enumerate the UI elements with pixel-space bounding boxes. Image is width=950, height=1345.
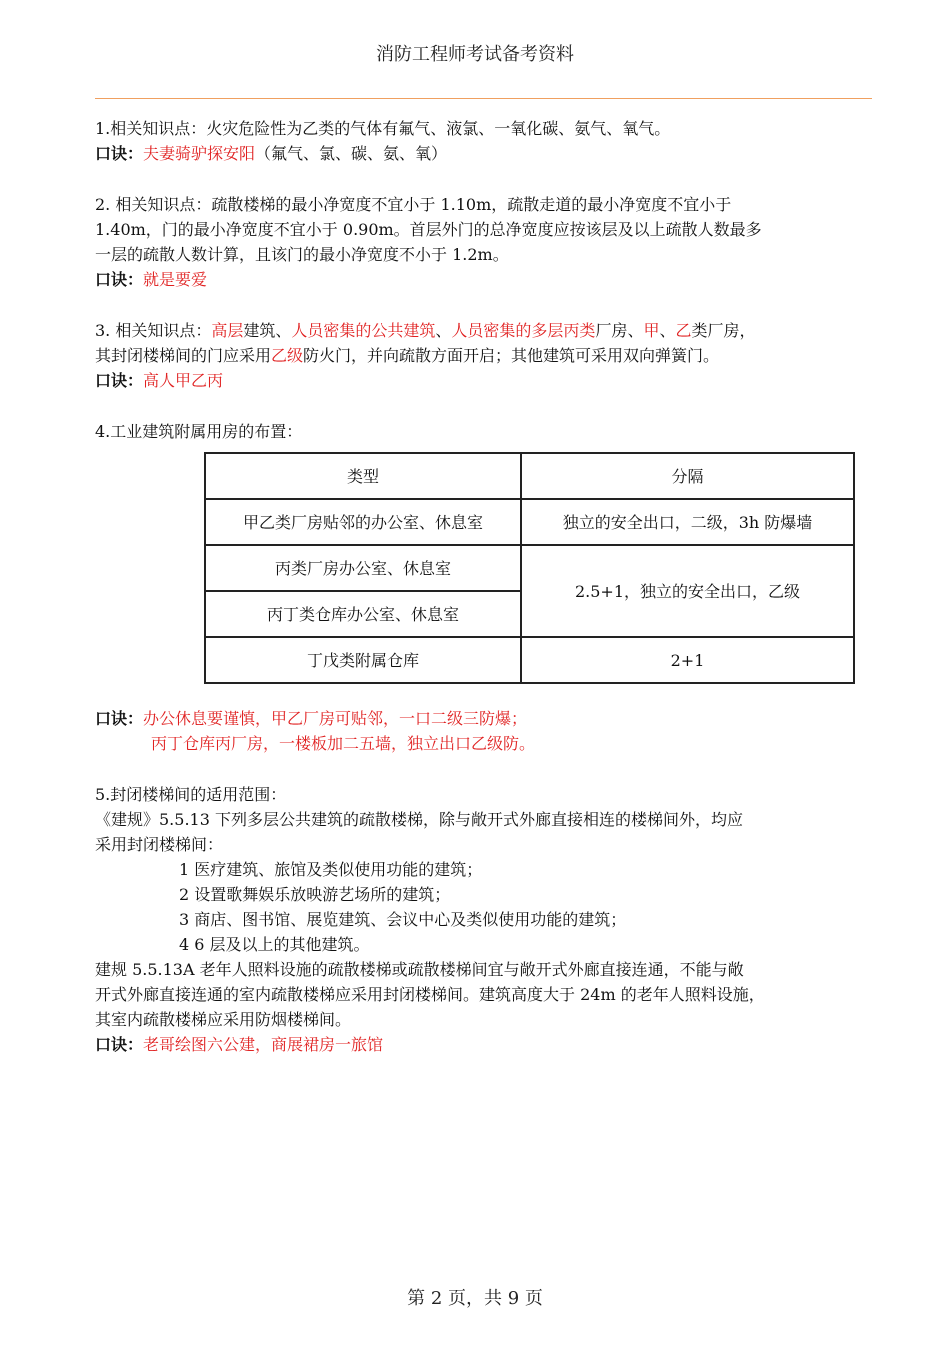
s3-red-h: 甲 (643, 321, 660, 340)
table-cell: 2+1 (521, 637, 854, 683)
s1-mnemonic (95, 141, 865, 166)
header-divider (95, 98, 872, 99)
s4-mnemonic (95, 706, 865, 731)
s5-line-2: 采用封闭楼梯间： (95, 835, 224, 854)
mnemonic-label: 口诀： (95, 371, 144, 390)
s3-text-a: 3. 相关知识点： (95, 321, 212, 340)
table-cell: 丁戊类附属仓库 (205, 637, 521, 683)
s1-mnemonic-black: （氟气、氯、碳、氨、氧） (255, 144, 448, 163)
document-body (95, 116, 865, 1057)
s4-title: 4.工业建筑附属用房的布置： (95, 422, 303, 441)
s5-list-item: 4 6 层及以上的其他建筑。 (179, 935, 370, 954)
mnemonic-label: 口诀： (95, 144, 144, 163)
s3-text-l2c: 防火门，并向疏散方面开启；其他建筑可采用双向弹簧门。 (303, 346, 720, 365)
mnemonic-label: 口诀： (95, 270, 144, 289)
s5-line-5: 其室内疏散楼梯应采用防烟楼梯间。 (95, 1010, 352, 1029)
s5-list-item: 3 商店、图书馆、展览建筑、会议中心及类似使用功能的建筑； (179, 910, 627, 929)
s5-list-item: 1 医疗建筑、旅馆及类似使用功能的建筑； (179, 860, 483, 879)
s3-text-k: 类厂房， (691, 321, 756, 340)
s3-text-i: 、 (659, 321, 676, 340)
s3-red-j: 乙 (675, 321, 692, 340)
table-row (205, 637, 854, 683)
table-cell-merged: 2.5+1，独立的安全出口，乙级 (521, 545, 854, 637)
s5-list-item: 2 设置歌舞娱乐放映游艺场所的建筑； (179, 885, 451, 904)
table-header-cell: 分隔 (521, 453, 854, 499)
s5-line-1: 《建规》5.5.13 下列多层公共建筑的疏散楼梯，除与敞开式外廊直接相连的楼梯间外，均应 (95, 810, 743, 829)
s3-red-l2b: 乙级 (271, 346, 304, 365)
s5-line-4: 开式外廊直接连通的室内疏散楼梯应采用封闭楼梯间。建筑高度大于 24m 的老年人照料设施， (95, 985, 765, 1004)
s3-mnemonic (95, 368, 865, 393)
s1-mnemonic-red: 夫妻骑驴探安阳 (143, 144, 256, 163)
mnemonic-label: 口诀： (95, 709, 144, 728)
table-cell: 甲乙类厂房贴邻的办公室、休息室 (205, 499, 521, 545)
s5-mnemonic-red: 老哥绘图六公建，商展裙房一旅馆 (143, 1035, 384, 1054)
table-cell: 独立的安全出口，二级，3h 防爆墙 (521, 499, 854, 545)
page-footer: 第 2 页，共 9 页 (407, 1288, 543, 1309)
s2-mnemonic (95, 267, 865, 292)
s2-mnemonic-red: 就是要爱 (143, 270, 208, 289)
s1-text: 1.相关知识点：火灾危险性为乙类的气体有氟气、液氯、一氧化碳、氨气、氧气。 (95, 119, 671, 138)
s3-red-d: 人员密集的公共建筑 (291, 321, 436, 340)
table-row (205, 499, 854, 545)
s3-red-b: 高层 (211, 321, 244, 340)
s4-mnemonic-red-1: 办公休息要谨慎，甲乙厂房可贴邻，一口二级三防爆； (143, 709, 528, 728)
s5-title: 5.封闭楼梯间的适用范围： (95, 785, 287, 804)
s5-mnemonic (95, 1032, 865, 1057)
table-header-cell: 类型 (205, 453, 521, 499)
mnemonic-label: 口诀： (95, 1035, 144, 1054)
s3-line-1 (95, 318, 865, 343)
s3-text-e: 、 (435, 321, 452, 340)
s3-mnemonic-red: 高人甲乙丙 (143, 371, 224, 390)
table-header-row (205, 453, 854, 499)
s3-text-g: 厂房、 (595, 321, 644, 340)
s2-line-3: 一层的疏散人数计算，且该门的最小净宽度不小于 1.2m。 (95, 245, 509, 264)
page-header: 消防工程师考试备考资料 (376, 44, 574, 65)
table-row (205, 545, 854, 591)
s2-line-2: 1.40m，门的最小净宽度不宜小于 0.90m。首层外门的总净宽度应按该层及以上疏散人数最多 (95, 220, 762, 239)
s3-red-f: 人员密集的多层丙类 (451, 321, 596, 340)
table-cell: 丙丁类仓库办公室、休息室 (205, 591, 521, 637)
s3-text-c: 建筑、 (243, 321, 292, 340)
annex-room-table (204, 452, 855, 684)
s2-line-1: 2. 相关知识点：疏散楼梯的最小净宽度不宜小于 1.10m，疏散走道的最小净宽度不宜小于 (95, 195, 732, 214)
table-cell: 丙类厂房办公室、休息室 (205, 545, 521, 591)
s3-text-l2a: 其封闭楼梯间的门应采用 (95, 346, 272, 365)
s3-line-2 (95, 343, 865, 368)
s5-line-3: 建规 5.5.13A 老年人照料设施的疏散楼梯或疏散楼梯间宜与敞开式外廊直接连通，不能与敞 (95, 960, 744, 979)
s4-mnemonic-line-2: 丙丁仓库丙厂房，一楼板加二五墙，独立出口乙级防。 (151, 734, 536, 753)
